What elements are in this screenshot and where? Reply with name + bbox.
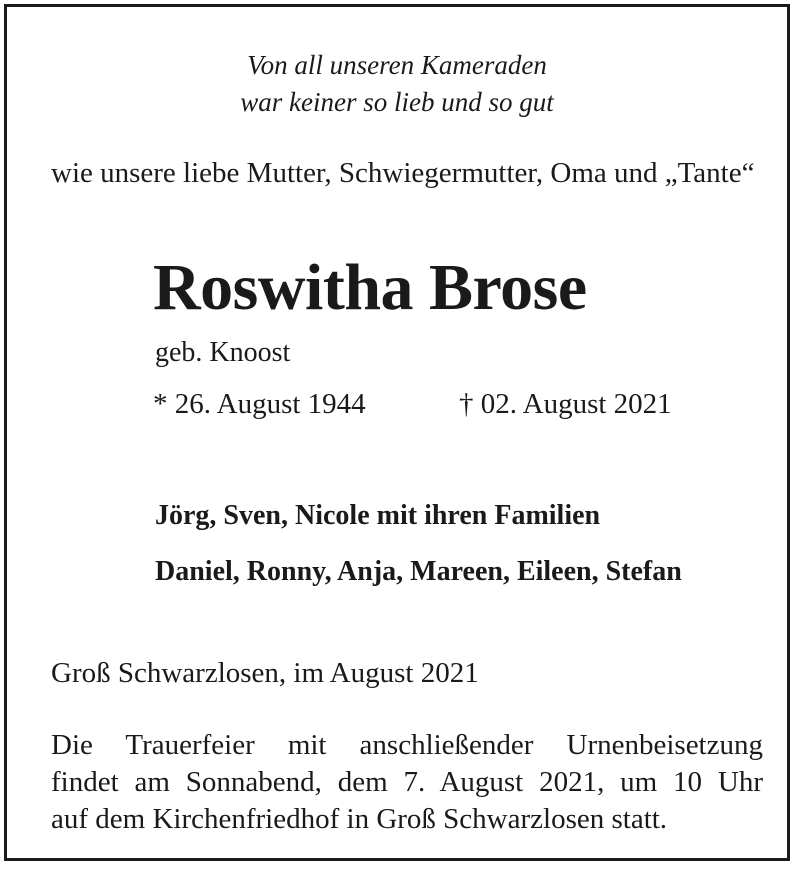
mourners-line: Daniel, Ronny, Anja, Mareen, Eileen, Stefan [155, 556, 682, 587]
funeral-notice [51, 727, 763, 838]
birth-name: geb. Knoost [155, 337, 291, 368]
opening-quote [7, 47, 787, 121]
birth-date: * 26. August 1944 [153, 388, 366, 420]
quote-line: war keiner so lieb und so gut [240, 87, 554, 117]
deceased-name: Roswitha Brose [153, 251, 587, 324]
funeral-line: auf dem Kirchenfriedhof in Groß Schwarzlosen statt. [51, 803, 668, 835]
intro-text: wie unsere liebe Mutter, Schwiegermutter, Oma und „Tante“ [51, 157, 755, 189]
funeral-line: Die Trauerfeier mit anschließender Urnenbeisetzung [51, 729, 763, 761]
mourners-list [155, 488, 682, 600]
funeral-line: findet am Sonnabend, dem 7. August 2021, um 10 Uhr [51, 766, 763, 798]
quote-line: Von all unseren Kameraden [247, 50, 547, 80]
death-date: † 02. August 2021 [459, 388, 672, 420]
mourners-line: Jörg, Sven, Nicole mit ihren Familien [155, 500, 601, 531]
place-and-date: Groß Schwarzlosen, im August 2021 [51, 657, 479, 689]
obituary-border [4, 4, 790, 861]
